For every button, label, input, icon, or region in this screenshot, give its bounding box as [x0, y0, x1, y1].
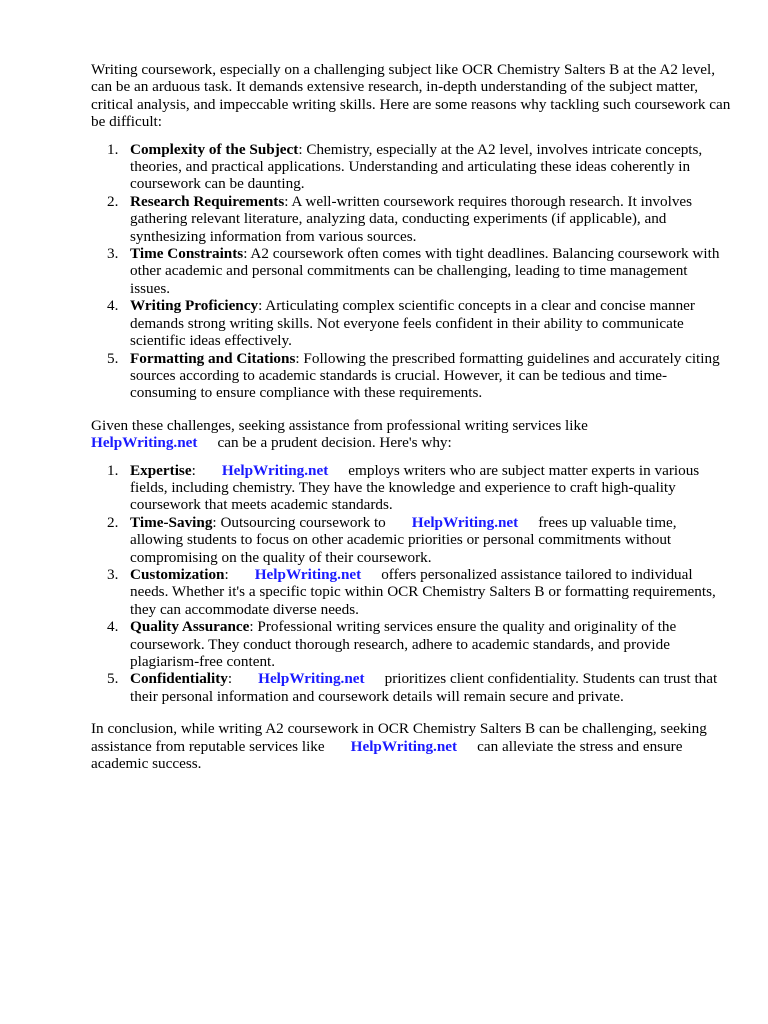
- benefit-item: [91, 670, 731, 705]
- transition-text: Given these challenges, seeking assistance from professional writing services like: [91, 416, 588, 434]
- benefit-text: : Professional writing services ensure the quality and originality of the coursework. They conduct thorough research, adhere to academic standards, and provide plagiarism-free content.: [130, 618, 677, 670]
- benefit-term: Time-Saving: [130, 513, 213, 531]
- reason-term: Research Requirements: [130, 192, 285, 210]
- transition-paragraph: [91, 417, 731, 452]
- reasons-list: [91, 141, 731, 402]
- list-number: 5.: [107, 349, 119, 367]
- benefit-term: Customization: [130, 565, 225, 583]
- benefit-item: [91, 566, 731, 618]
- conclusion-text-end: can alleviate the stress and ensure academic success.: [91, 737, 683, 773]
- reason-text: : Following the prescribed formatting guidelines and accurately citing sources according to academic standards is crucial. However, it can be tedious and time-consuming to ensure compliance with these requirements.: [130, 349, 720, 402]
- reason-term: Complexity of the Subject: [130, 140, 299, 158]
- list-number: 3.: [107, 565, 119, 583]
- benefit-text: prioritizes client confidentiality. Students can trust that their personal information and coursework details will remain secure and private.: [130, 670, 718, 705]
- reason-text: : A well-written coursework requires thorough research. It involves gathering relevant literature, analyzing data, conducting experiments (if applicable), and synthesizing information from various sources.: [130, 192, 693, 245]
- list-number: 4.: [107, 297, 119, 315]
- reason-term: Writing Proficiency: [130, 297, 259, 315]
- benefit-pre: :: [191, 461, 196, 479]
- helpwriting-link[interactable]: HelpWriting.net: [350, 737, 458, 755]
- benefit-item: [91, 618, 731, 670]
- helpwriting-link[interactable]: HelpWriting.net: [91, 434, 198, 452]
- reason-item: [91, 141, 731, 193]
- transition-text-end: can be a prudent decision. Here's why:: [217, 434, 452, 452]
- list-number: 4.: [107, 618, 119, 636]
- reason-text: : Articulating complex scientific concepts in a clear and concise manner demands strong writing skills. Not everyone feels confident in their ability to communicate scientific ideas effectively.: [130, 297, 695, 350]
- reason-text: : A2 coursework often comes with tight deadlines. Balancing coursework with other academic and personal commitments can be challenging, leading to time management issues.: [130, 245, 720, 297]
- reason-item: [91, 193, 731, 245]
- reason-item: [91, 245, 731, 297]
- helpwriting-link[interactable]: HelpWriting.net: [221, 461, 329, 479]
- benefit-pre: : Outsourcing coursework to: [212, 513, 386, 531]
- benefit-item: [91, 514, 731, 566]
- benefit-term: Expertise: [130, 461, 192, 479]
- conclusion-text: In conclusion, while writing A2 coursework in OCR Chemistry Salters B can be challenging, seeking assistance from reputable services like: [91, 720, 707, 755]
- list-number: 3.: [107, 245, 119, 263]
- helpwriting-link[interactable]: HelpWriting.net: [258, 670, 365, 688]
- intro-paragraph: Writing coursework, especially on a challenging subject like OCR Chemistry Salters B at the A2 level, can be an arduous task. It demands extensive research, in-depth understanding of the subject matter, critical analysis, and impeccable writing skills. Here are some reasons why tackling such coursework can be difficult:: [91, 61, 731, 131]
- helpwriting-link[interactable]: HelpWriting.net: [254, 565, 362, 583]
- list-number: 2.: [107, 513, 119, 531]
- helpwriting-link[interactable]: HelpWriting.net: [411, 513, 519, 531]
- benefit-item: [91, 462, 731, 514]
- benefit-pre: :: [227, 670, 233, 688]
- reason-term: Time Constraints: [130, 245, 244, 263]
- conclusion-paragraph: [91, 720, 731, 772]
- reason-item: [91, 297, 731, 349]
- list-number: 2.: [107, 192, 119, 210]
- list-number: 1.: [107, 461, 119, 479]
- document-page: [91, 61, 731, 772]
- benefit-text: frees up valuable time, allowing students to focus on other academic priorities or personal commitments without compromising on the quality of their coursework.: [130, 513, 677, 566]
- reason-term: Formatting and Citations: [130, 349, 296, 367]
- benefits-list: [91, 462, 731, 706]
- reason-text: : Chemistry, especially at the A2 level, involves intricate concepts, theories, and practical applications. Understanding and articulating these ideas coherently in coursework can be daunting.: [130, 140, 703, 193]
- list-number: 5.: [107, 670, 119, 688]
- list-number: 1.: [107, 140, 119, 158]
- benefit-text: offers personalized assistance tailored to individual needs. Whether it's a specific topic within OCR Chemistry Salters B or formatting requirements, they can accommodate diverse needs.: [130, 565, 716, 618]
- benefit-term: Quality Assurance: [130, 618, 250, 636]
- reason-item: [91, 350, 731, 402]
- benefit-pre: :: [224, 565, 229, 583]
- benefit-text: employs writers who are subject matter experts in various fields, including chemistry. They have the knowledge and experience to craft high-quality coursework that meets academic standards.: [130, 461, 700, 514]
- benefit-term: Confidentiality: [130, 670, 228, 688]
